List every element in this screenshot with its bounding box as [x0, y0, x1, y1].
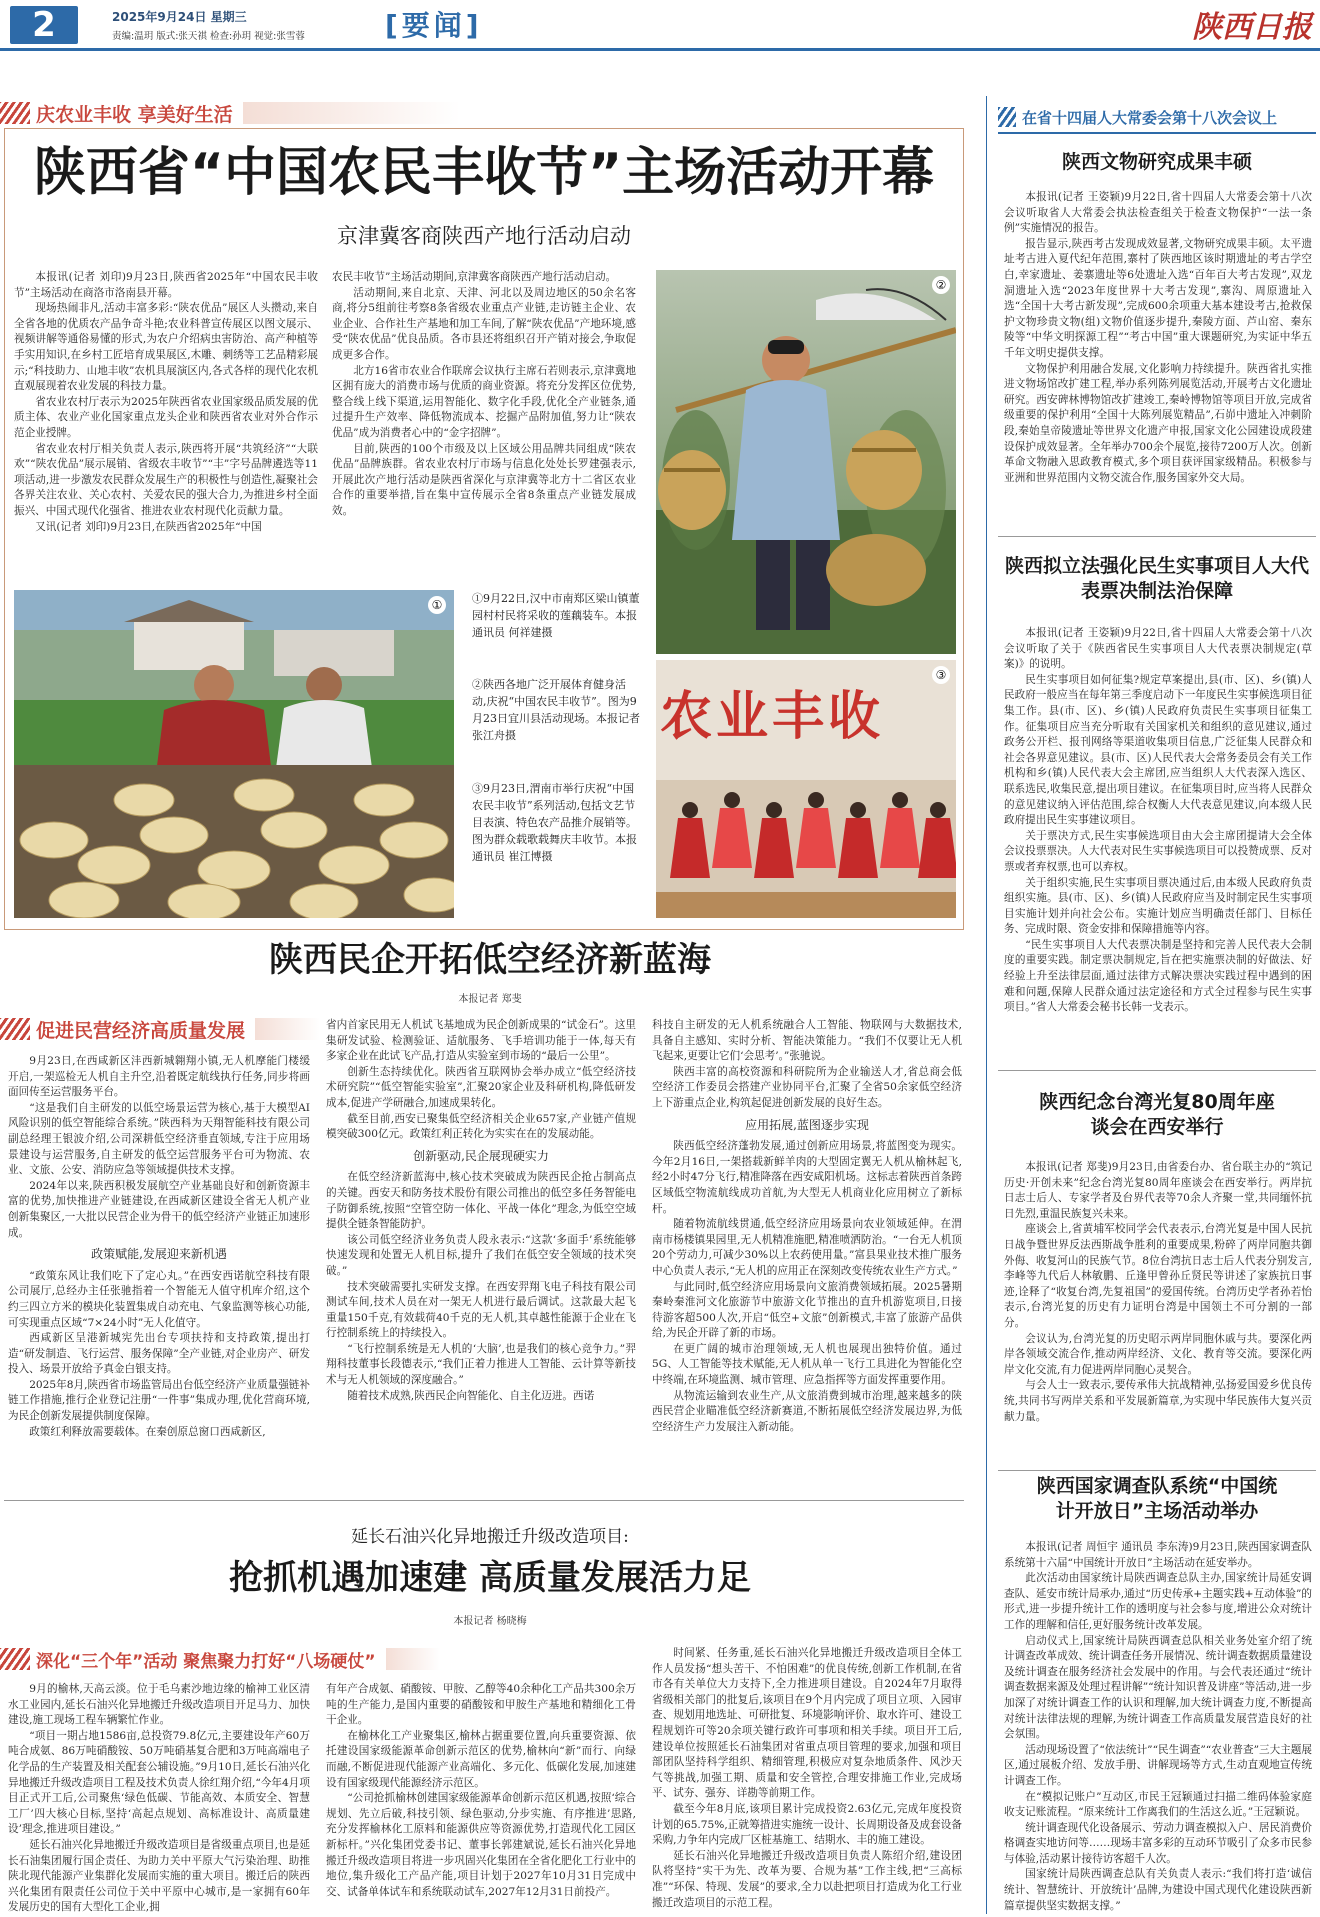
lowalt-section-label — [0, 1016, 320, 1042]
paragraph: 2025年8月,陕西省市场监管局出台低空经济产业质量强链补链工作措施,推行企业登记注册“一件事”集成办理,优化营商环境,为民企创新发展提供制度保障。 — [8, 1378, 310, 1423]
masthead-rule — [0, 48, 1320, 51]
yanchang-byline: 本报记者 杨晓梅 — [453, 1616, 527, 1627]
paragraph: 文物保护利用融合发展,文化影响力持续提升。陕西省扎实推进文物场馆改扩建工程,举办系列陈列展览活动,开展考古文化遗址研究。西安碑林博物馆改扩建竣工,秦岭博物馆等项目开放,完成省级重要的保护利用“全国十大陈列展览精品”,石峁中遗址入冲刺阶段,秦始皇帝陵遗址等世界文化遗产申报,国家文化公园建设成段建设保护成效显著。全年举办700余个展览,接待7200万人次。创新革命文物融入思政教育模式,多个项目获评国家级精品。积极参与亚洲和世界范围内文物交流合作,服务国家外交大局。 — [1004, 362, 1312, 484]
label-text: 庆农业丰收 享美好生活 — [36, 103, 233, 126]
subhead: 应用拓展,蓝图逐步实现 — [745, 1117, 869, 1132]
harvest-subhead: 京津冀客商陕西产地行活动启动 — [337, 224, 631, 248]
article-title: 陕西拟立法强化民生实事项目人大代表票决制法治保障 — [1004, 555, 1309, 602]
lowalt-byline: 本报记者 郑斐 — [458, 994, 522, 1005]
caption-number: ① — [472, 592, 483, 605]
paragraph: 技术突破需要扎实研发支撑。在西安羿翔飞电子科技有限公司测试车间,技术人员在对一架无人机进行最后调试。这款最大起飞重量150千克,有效载荷40千克的无人机,其卓越性能源于企业在飞行控制系统上的持续投入。 — [326, 1280, 636, 1340]
lowalt-col3 — [652, 1018, 962, 1492]
caption-2 — [472, 676, 640, 744]
label-stripes — [0, 1648, 30, 1670]
article-body — [1004, 1160, 1312, 1462]
paragraph: 陕西低空经济蓬勃发展,通过创新应用场景,将蓝图变为现实。今年2月16日,一架搭载新鲜羊肉的大型固定翼无人机从榆林起飞,经2小时47分飞行,精准降落在西安咸阳机场。这标志着陕西首条跨区域低空物流航线成功首航,为大型无人机商业化应用树立了新标杆。 — [652, 1140, 962, 1215]
harvest-section-label — [0, 100, 460, 126]
paragraph: 省内首家民用无人机试飞基地成为民企创新成果的“试金石”。这里集研发试验、检测验证、适航服务、飞手培训功能于一体,每天有多家企业在此试飞产品,打造从实验室到市场的“最后一公里”。 — [326, 1019, 636, 1063]
paragraph: “政策东风让我们吃下了定心丸。”在西安西诺航空科技有限公司展厅,总经办主任张驰指着一个智能无人值守机库介绍,这个约三四立方米的模块化装置集成自动充电、气象监测等核心功能,可实现重点区域“7×24小时”无人化值守。 — [8, 1269, 310, 1329]
page-number-box — [10, 6, 78, 44]
label-fade — [255, 1018, 320, 1040]
yanchang-col1 — [8, 1682, 310, 1914]
banner-text: 农业丰收 — [660, 687, 885, 747]
paragraph: 延长石油兴化异地搬迁升级改造项目负责人陈绍介绍,建设团队将坚持“实干为先、改革为要、合规为基”工作主线,把“三高标准”“环保、特现、发展”的要求,全力以赴把项目打造成为化工行业搬迁改造项目的示范工程。 — [652, 1849, 962, 1909]
label-fade — [243, 102, 460, 124]
caption-1 — [472, 590, 640, 641]
divider — [998, 1470, 1316, 1471]
paragraph: 9月的榆林,天高云淡。位于毛乌素沙地边缘的榆神工业区清水工业园内,延长石油兴化异地搬迁升级改造项目开足马力、加快建设,施工现场工程车辆繁忙作业。 — [8, 1683, 310, 1727]
yanchang-section-label — [0, 1646, 440, 1672]
yanchang-headline: 抢抓机遇加速建 高质量发展活力足 — [229, 1558, 751, 1598]
paragraph: 本报讯(记者 周恒宇 通讯员 李东涛)9月23日,陕西国家调查队系统第十六届“中国统计开放日”主场活动在延安举办。 — [1004, 1541, 1312, 1569]
paragraph: 延长石油兴化异地搬迁升级改造项目是省级重点项目,也是延长石油集团履行国企责任、为助力关中平原大气污染治理、助推陕北现代能源产业集群化发展而实施的重大项目。搬迁后的陕西兴化集团有限责任公司位于关中平原中心城市,是一家拥有60年发展历史的国有大型化工企业,拥 — [8, 1838, 310, 1914]
paragraph: 省农业农村厅表示为2025年陕西省农业国家级品质发展的优质主体、农业产业化国家重点龙头企业和陕西省农业对外合作示范企业授牌。 — [14, 395, 318, 439]
paragraph: 统计调查现代化设备展示、劳动力调查模拟入户、居民消费价格调查实地访问等……现场丰富多彩的互动环节吸引了众多市民参与体验,活动累计接待访客超千人次。 — [1004, 1821, 1312, 1865]
paragraph: 目前,陕西的100个市级及以上区域公用品牌共同组成“陕农优品”品牌族群。省农业农村厅市场与信息化处处长罗建强表示,开展此次产地行活动是陕西省深化与京津冀等北方十二省区农业合作的重要举措,旨在集中宣传展示全省8条重点产业链发展成效。 — [332, 442, 636, 517]
paragraph: 关于票决方式,民生实事候选项目由大会主席团提请大会全体会议投票票决。人大代表对民生实事候选项目可以投赞成票、反对票或者弃权票,也可以弃权。 — [1004, 829, 1312, 873]
photo-dance-performance — [656, 660, 956, 918]
paragraph: 本报讯(记者 王姿颖)9月22日,省十四届人大常委会第十八次会议听取省人大常委会执法检查组关于检查文物保护“一法一条例”实施情况的报告。 — [1004, 191, 1312, 235]
paragraph: 报告显示,陕西考古发现成效显著,文物研究成果丰硕。太平遗址考古进入夏代纪年范围,寨村了陕西地区该时期遗址的考古学空白,幸家遗址、姜寨遗址等6处遗址入选“百年百大考古发现”,双龙洞遗址入选“2023年度世界十大考古发现”,寨沟、周原遗址入选“全国十大考古新发现”,完成600余项重大基本建设考古,抢救保护文物珍贵文物(组)文物价值逐步提升,秦陵方面、芦山窑、秦东陵等“中华文明探源工程”“考古中国”重大课题研究,为实证中华五千年文明史提供支撑。 — [1004, 237, 1312, 359]
paragraph: 现场热闹非凡,活动丰富多彩:“陕农优品”展区人头攒动,来自全省各地的优质农产品争奇斗艳;农业科普宣传展区以图文展示、视频讲解等通俗易懂的形式,为农户介绍病虫害防治、高产种植等手实用知识,在乡村工匠培育成果展区,木雕、刺绣等工艺品精彩展示;“科技助力、山地丰收”农机具展演区内,各式各样的现代化农机直观展现着农业发展的科技力量。 — [14, 302, 318, 393]
paragraph: 与此同时,低空经济应用场景向文旅消费领域拓展。2025暑期秦岭秦淮河文化旅游节中旅游文化节推出的直升机游览项目,日接待游客超500人次,开启“低空+文旅”创新模式,丰富了旅游产品供给,为民企开辟了新的市场。 — [652, 1280, 962, 1340]
yanchang-col3 — [652, 1646, 962, 1914]
paragraph: 陕西丰富的高校资源和科研院所为企业输送人才,省总商会低空经济工作委员会搭建产业协同平台,汇聚了全省50余家低空经济上下游重点企业,构筑起促进创新发展的良好生态。 — [652, 1065, 962, 1109]
paragraph: 活动期间,来自北京、天津、河北以及周边地区的50余名客商,将分5组前往考察8条省级农业重点产业链,走访链主企业、农业企业、合作社生产基地和加工车间,了解“陕农优品”产地环境,感受“陕农优品”优良品质。各市县还将组织召开产销对接会,争取促成更多合作。 — [332, 286, 636, 361]
tag-marker — [998, 107, 1016, 127]
paragraph: 本报讯(记者 王姿颖)9月22日,省十四届人大常委会第十八次会议听取了关于《陕西省民生实事项目人大代表票决制规定(草案)》的说明。 — [1004, 627, 1312, 671]
lowalt-col1 — [8, 1054, 310, 1492]
paragraph: “项目一期占地1586亩,总投资79.8亿元,主要建设年产60万吨合成氨、86万吨硝酸铵、50万吨硝基复合肥和3万吨高端电子化学品的生产装置及相关配套公辅设施。”9月10日,延长石油兴化异地搬迁升级改造项目工程及技术负责人徐红翔介绍,“今年4月项目正式开工后,公司聚焦‘绿色低碳、节能高效、本质安全、智慧工厂’四大核心目标,坚持‘高起点规划、高标准设计、高质量建设’理念,推进项目建设。” — [8, 1729, 310, 1836]
paragraph: 西咸新区呈港新城宪先出台专项扶持和支持政策,提出打造“研发制造、飞行运营、服务保障”全产业链,对企业房产、研发投入、场景开放给予真金白银支持。 — [8, 1332, 310, 1376]
paragraph: 时间紧、任务重,延长石油兴化异地搬迁升级改造项目全体工作人员发扬“想头苦干、不怕困难”的优良传统,创新工作机制,在省市各有关单位大力支持下,全力推进项目建设。自2024年7月取得省级相关部门的批复后,该项目在9个月内完成了项目立项、入园审查、规划用地选址、可研批复、环境影响评价、取水许可、建设工程规划许可等20余项关键行政许可事项和相关手续。项目开工后,建设单位按照延长石油集团对省重点项目管理的要求,加强和项目部团队坚持科学组织、精细管理,积极应对复杂地质条件、风沙天气等挑战,加强工期、质量和安全管控,合理安排施工作业,完成场平、试夯、强夯、详勘等前期工作。 — [652, 1647, 962, 1800]
paragraph: 创新生态持续优化。陕西省互联网协会举办成立“低空经济技术研究院”“低空智能实验室”,汇聚20家企业及科研机构,降低研发成本,促进产学研融合,加速成果转化。 — [326, 1065, 636, 1109]
photo-harvest-festival — [656, 270, 956, 654]
paragraph: 在更广阔的城市治理领域,无人机也展现出独特价值。通过5G、人工智能等技术赋能,无人机从单一飞行工具进化为智能化空中终端,在环境监测、城市管理、应急指挥等方面发挥重要作用。 — [652, 1342, 962, 1387]
article-body — [1004, 190, 1312, 528]
article-body — [1004, 1540, 1312, 1914]
paragraph: 此次活动由国家统计局陕西调查总队主办,国家统计局延安调查队、延安市统计局承办,通过“历史传承+主题实践+互动体验”的形式,进一步提升统计工作的透明度与社会参与度,增进公众对统计工作的理解和信任,更好服务统计改革发展。 — [1004, 1572, 1312, 1631]
photo-badge: ③ — [932, 666, 950, 684]
caption-3 — [472, 780, 640, 865]
harvest-col2 — [332, 270, 636, 588]
paragraph: 在低空经济新蓝海中,核心技术突破成为陕西民企抢占制高点的关键。西安天和防务技术股份有限公司推出的低空多任务智能电子防御系统,按照“空管空防一体化、平战一体化”理念,为低空空域提供全链条智能防护。 — [326, 1171, 636, 1231]
paragraph: 有年产合成氨、硝酸铵、甲胺、乙醇等40余种化工产品共300余万吨的生产能力,是国内重要的硝酸铵和甲胺生产基地和精细化工骨干企业。 — [326, 1683, 636, 1727]
paragraph: “公司抢抓榆林创建国家级能源革命创新示范区机遇,按照‘综合规划、先立后破,科技引领、绿色驱动,分步实施、有序推进’思路,充分发挥榆林化工原料和能源供应等资源优势,打造现代化工园区新标杆。”兴化集团党委书记、董事长郭建斌说,延长石油兴化异地搬迁升级改造项目将进一步巩固兴化集团在全省化肥化工行业中的地位,集升级化工产品产能,项目计划于2027年10月31日完成中交、试备单体试车和系统联动试车,2027年12月31日前投产。 — [326, 1792, 636, 1898]
paragraph: 会议认为,台湾光复的历史昭示两岸同胞休戚与共。要深化两岸各领域交流合作,推动两岸经济、文化、教育等交流。要深化两岸文化交流,有力促进两岸同胞心灵契合。 — [1004, 1332, 1312, 1376]
photo-badge: ② — [932, 276, 950, 294]
article-title: 陕西文物研究成果丰硕 — [1061, 151, 1252, 173]
paragraph: 本报讯(记者 刘印)9月23日,陕西省2025年“中国农民丰收节”主场活动在商洛市洛南县开幕。 — [14, 271, 318, 299]
paragraph: 关于组织实施,民生实事项目票决通过后,由本级人民政府负责组织实施。县(市、区)、乡(镇)人民政府应当及时制定民生实事项目实施计划并向社会公布。实施计划应当明确责任部门、目标任务、完成时限、资金安排和保障措施等内容。 — [1004, 876, 1312, 936]
tag-underline — [998, 132, 1316, 134]
caption-text: 9月22日,汉中市南郑区梁山镇董园村村民将采收的莲藕装车。本报通讯员 何祥建摄 — [472, 592, 640, 639]
label-text: 深化“三个年”活动 聚焦聚力打好“八场硬仗” — [36, 1651, 376, 1672]
paragraph: 与会人士一致表示,要传承伟大抗战精神,弘扬爱国爱乡优良传统,共同书写两岸关系和平发展新篇章,为实现中华民族伟大复兴贡献力量。 — [1004, 1379, 1312, 1423]
paragraph: “民生实事项目人大代表票决制是坚持和完善人民代表大会制度的重要实践。制定票决制规定,旨在把实施票决制的好做法、好经验上升至法律层面,通过法律方式解决票决实践过程中遇到的困难和问题,保障人民群众通过法定途径和方式全过程参与民生实事项目。”省人大常委会秘书长韩一戈表示。 — [1004, 938, 1312, 1014]
paragraph: 政策红利释放需要载体。在秦创原总窗口西咸新区, — [29, 1425, 266, 1438]
paragraph: 随着技术成熟,陕西民企向智能化、自主化迈进。西诺 — [347, 1389, 595, 1402]
article-title: 陕西国家调查队系统“中国统计开放日”主场活动举办 — [1036, 1475, 1278, 1522]
subhead: 政策赋能,发展迎来新机遇 — [91, 1247, 227, 1262]
section-name: [要闻] — [385, 9, 483, 42]
photo-badge: ① — [428, 596, 446, 614]
paragraph: 从物流运输到农业生产,从文旅消费到城市治理,越来越多的陕西民营企业瞄准低空经济新赛道,不断拓展低空经济发展边界,为低空经济生产力发展注入新动能。 — [652, 1389, 962, 1433]
harvest-headline: 陕西省“中国农民丰收节”主场活动开幕 — [33, 143, 935, 203]
paragraph: 省农业农村厅相关负责人表示,陕西将开展“共筑经济”“大联欢”“陕农优品”展示展销、省级农丰收节”“丰”字号品牌遴选等11项活动,进一步激发农民群众发展生产的积极性与创造性,凝聚社会各界关注农业、关心农村、关爱农民的强大合力,为推进乡村全面振兴、中国式现代化强省、推进农业农村现代化贡献力量。 — [14, 442, 318, 517]
article-title: 陕西纪念台湾光复80周年座谈会在西安举行 — [1039, 1091, 1275, 1138]
label-text: 促进民营经济高质量发展 — [36, 1019, 246, 1042]
paragraph: 9月23日,在西咸新区沣西新城翱翔小镇,无人机摩能门楼缓开启,一架巡检无人机自主升空,沿着既定航线执行任务,同步将画面回传至运营服务平台。 — [8, 1055, 310, 1099]
column-divider — [986, 96, 987, 1914]
divider — [4, 1500, 964, 1501]
paper-logo: 陕西日报 — [1192, 10, 1312, 45]
editor-credits: 责编:温玥 版式:张天祺 检查:孙玥 视觉:张雪蓉 — [112, 31, 305, 42]
paragraph: 2024年以来,陕西积极发展航空产业基础良好和创新资源丰富的优势,加快推进产业链建设,在西咸新区建设全省无人机产业创新集聚区,一大批以民营企业为骨干的低空经济产业链正加速形成。 — [8, 1179, 310, 1239]
caption-number: ③ — [472, 782, 483, 795]
paragraph: 又讯(记者 刘印)9月23日,在陕西省2025年“中国 — [35, 520, 262, 533]
label-fade — [386, 1648, 440, 1670]
yanchang-kicker: 延长石油兴化异地搬迁升级改造项目: — [351, 1527, 629, 1547]
paragraph: 该公司低空经济业务负责人段永表示:“这款‘多面手’系统能够快速发现和处置无人机目标,提升了我们在低空安全领域的技术突破。” — [326, 1233, 636, 1277]
subhead: 创新驱动,民企展现硬实力 — [413, 1148, 549, 1163]
paragraph: 座谈会上,省黄埔军校同学会代表表示,台湾光复是中国人民抗日战争暨世界反法西斯战争胜利的重要成果,粉碎了两岸同胞共御外侮、收复河山的民族气节。8位台湾抗日志士后人代表分别发言,李峰等九代后人林敏鹏、丘逢甲曾孙丘贤民等讲述了家族抗日事迹,诠释了“收复台湾,先复祖国”的爱国传统。台湾历史学者孙若怡表示,台湾光复的历史有力证明台湾是中国领土不可分割的一部分。 — [1004, 1223, 1312, 1329]
paragraph: 在榆林化工产业聚集区,榆林占据重要位置,向兵重要资源、依托建设国家级能源革命创新示范区的优势,榆林向“新”而行、向绿而融,不断促进现代能源产业高端化、多元化、低碳化发展,加速建设有国家级现代能源经济示范区。 — [326, 1729, 636, 1789]
caption-text: 陕西各地广泛开展体育健身活动,庆祝“中国农民丰收节”。图为9月23日宜川县活动现场。本报记者 张江舟摄 — [472, 678, 640, 742]
masthead — [0, 0, 1320, 52]
lowalt-col2 — [326, 1018, 636, 1492]
paragraph: 截至今年8月底,该项目累计完成投资2.63亿元,完成年度投资计划的65.75%,正就筹措进实施统一设计、长周期设备及成套设备采购,力争年内完成厂区桩基施工、结期水、丰的施工建设。 — [652, 1802, 962, 1847]
yanchang-col2 — [326, 1682, 636, 1914]
label-stripes — [0, 1018, 30, 1040]
paragraph: 科技自主研发的无人机系统融合人工智能、物联网与大数据技术,具备自主感知、实时分析、智能决策能力。“我们不仅要让无人机飞起来,更要让它们‘会思考’。”张驰说。 — [652, 1019, 962, 1063]
paragraph: 活动现场设置了“依法统计”“民生调查”“农业普查”三大主题展区,通过展板介绍、发放手册、讲解现场等方式,生动直观地宣传统计调查工作。 — [1004, 1743, 1312, 1787]
paragraph: 截至目前,西安已聚集低空经济相关企业657家,产业链产值规模突破300亿元。政策红利正转化为实实在在的发展动能。 — [326, 1112, 636, 1141]
paragraph: “飞行控制系统是无人机的‘大脑’,也是我们的核心竞争力。”羿翔科技董事长段德表示,“我们正着力推进人工智能、云计算等新技术与无人机领域的深度融合。” — [326, 1342, 636, 1387]
page-number: 2 — [32, 5, 56, 45]
paragraph: 在“模拟记账户”互动区,市民王冠颖通过扫描二维码体验家庭收支记账流程。“原来统计工作离我们的生活这么近。”王冠颖说。 — [1004, 1790, 1312, 1819]
tag-text: 在省十四届人大常委会第十八次会议上 — [1022, 108, 1278, 127]
paragraph: “这是我们自主研发的以低空场景运营为核心,基于大模型AI风险识别的低空智能综合系统。”陕西科为天翔智能科技有限公司副总经理王银波介绍,公司深耕低空经济垂直领域,专注于应用场景建设与运营服务,自主研发的低空运营服务平台可为物流、农业、文旅、公安、消防应急等领域提供技术支撑。 — [8, 1101, 310, 1177]
paragraph: 农民丰收节”主场活动期间,京津冀客商陕西产地行活动启动。 — [332, 271, 617, 283]
label-stripes — [0, 102, 30, 124]
divider — [998, 536, 1316, 537]
right-tag — [998, 104, 1316, 130]
harvest-col1 — [14, 270, 318, 588]
paragraph: 北方16省市农业合作联席会议执行主席石若则表示,京津冀地区拥有庞大的消费市场与优质的商业资源。将充分发挥区位优势,整合线上线下渠道,运用智能化、数字化手段,优化全产业链条,通过提升生产效率、降低物流成本、挖掘产品附加值,努力让“陕农优品”成为消费者心中的“金字招牌”。 — [332, 364, 636, 439]
paragraph: 民生实事项目如何征集?规定草案提出,县(市、区)、乡(镇)人民政府一般应当在每年第三季度启动下一年度民生实事候选项目征集工作。县(市、区)、乡(镇)人民政府负责民生实事项目征集工作。征集项目应当充分听取有关国家机关和组织的意见建议,通过政务公开栏、报刊网络等渠道收集项目信息,广泛征集人民群众和社会各界意见建议。县(市、区)人民代表大会常务委员会有关工作机构和乡(镇)人民代表大会主席团,应当组织人大代表深入选区、联系选民,收集民意,提出项目建议。在征集项目时,应当将人民群众的意见建议纳入评估范围,综合权衡人大代表意见建议,向本级人民政府提出民生实事建议项目。 — [1004, 673, 1312, 827]
paragraph: 随着物流航线贯通,低空经济应用场景向农业领域延伸。在渭南市杨楼镇果园里,无人机精准施肥,精准喷洒防治。“一台无人机顶20个劳动力,可减少30%以上农药使用量。”富县果业技术推广服务中心负责人表示,“无人机的应用正在深刻改变传统农业生产方式。” — [652, 1218, 962, 1277]
divider — [998, 1070, 1316, 1071]
caption-text: 9月23日,渭南市举行庆祝“中国农民丰收节”系列活动,包括文艺节目表演、特色农产品推介展销等。图为群众载歌载舞庆丰收节。本报通讯员 崔江博摄 — [472, 782, 637, 863]
paragraph: 国家统计局陕西调查总队有关负责人表示:“我们将打造‘诚信统计、智慧统计、开放统计’品牌,为建设中国式现代化建设陕西新篇章提供坚实数据支撑。” — [1004, 1868, 1312, 1912]
caption-number: ② — [472, 678, 483, 691]
lowalt-headline: 陕西民企开拓低空经济新蓝海 — [269, 940, 711, 980]
paragraph: 本报讯(记者 郑斐)9月23日,由省委台办、省台联主办的“筑记历史·开创未来”纪念台湾光复80周年座谈会在西安举行。两岸抗日志士后人、专家学者及台界代表等70余人齐聚一堂,共同缅怀抗日先烈,重温民族复兴未来。 — [1004, 1161, 1312, 1220]
paragraph: 启动仪式上,国家统计局陕西调查总队相关业务处室介绍了统计调查改革成效、统计调查任务开展情况、统计调查数据质量建设及统计调查在服务经济社会发展中的作用。与会代表还通过“统计调查数据来源及处理过程讲解”“统计知识普及讲座”等活动,进一步加深了对统计调查工作的认识和理解,加大统计调查力度,不断提高对统计法律法规的理解,为统计调查工作高质量发展营造良好的社会氛围。 — [1004, 1634, 1312, 1741]
issue-date: 2025年9月24日 星期三 — [112, 10, 247, 24]
photo-lotus-roots — [14, 590, 454, 918]
article-body — [1004, 626, 1312, 1062]
